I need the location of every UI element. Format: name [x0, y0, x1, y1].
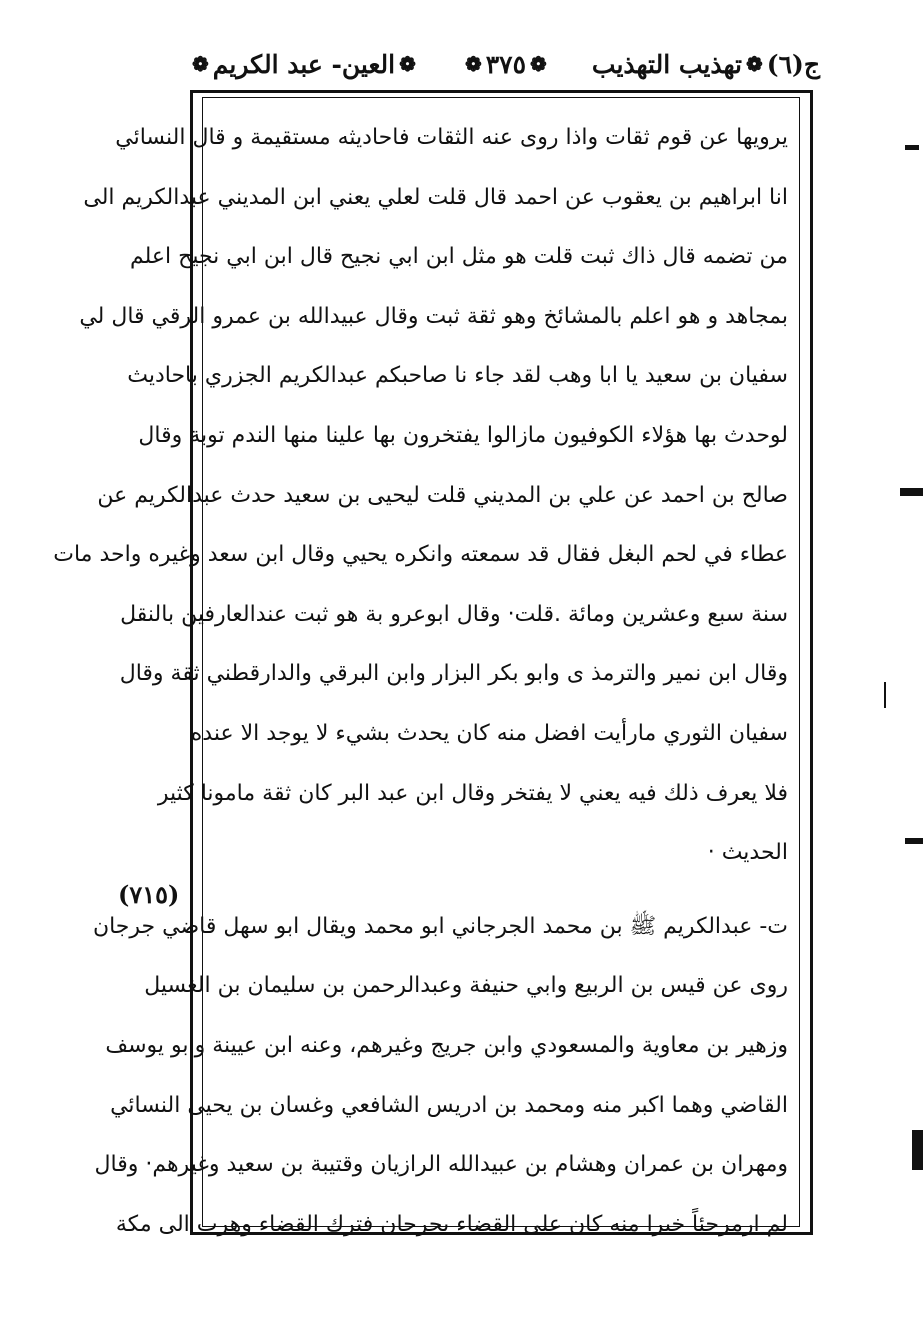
- text-line: من تضمه قال ذاك ثبت قلت هو مثل ابن ابي نجيح قال ابن ابي نجيح اعلم: [129, 244, 788, 270]
- text-line: ومهران بن عمران وهشام بن عبيدالله الرازيان وقتيبة بن سعيد وغيرهم· وقال: [94, 1152, 788, 1178]
- text-line: ت- عبدالكريم ﷺ بن محمد الجرجاني ابو محمد ويقال ابو سهل قاضي جرجان: [92, 913, 788, 939]
- text-line: وزهير بن معاوية والمسعودي وابن جريج وغيرهم، وعنه ابن عيينة وابو يوسف: [105, 1032, 788, 1058]
- scan-mark: [905, 145, 919, 150]
- text-line: لوحدث بها هؤلاء الكوفيون مازالوا يفتخرون بها علينا منها الندم توبة وقال: [138, 422, 788, 448]
- text-line: فلا يعرف ذلك فيه يعني لا يفتخر وقال ابن عبد البر كان ثقة مامونا كثير: [157, 780, 788, 806]
- scan-mark: [905, 838, 923, 844]
- text-line: يرويها عن قوم ثقات واذا روى عنه الثقات فاحاديثه مستقيمة و قال النسائي: [115, 125, 788, 150]
- text-line: سفيان الثوري مارأيت افضل منه كان يحدث بشيء لا يوجد الا عنده: [190, 720, 788, 746]
- book-title: تهذيب التهذيب: [591, 49, 742, 79]
- ornament-icon: ❁: [530, 52, 547, 76]
- ornament-icon: ❁: [464, 52, 482, 76]
- paragraph-2: [92, 907, 788, 1265]
- text-line: سفيان بن سعيد يا ابا وهب لقد جاء نا صاحبكم عبدالكريم الجزري باحاديث: [127, 363, 788, 389]
- text-line: انا ابراهيم بن يعقوب عن احمد قال قلت لعلي يعني ابن المديني عبدالكريم الى: [83, 184, 788, 210]
- text-line: روى عن قيس بن الربيع وابي حنيفة وعبدالرحمن بن سليمان بن الغسيل: [144, 973, 788, 999]
- text-line: لم ارمرجئاً خيرا منه كان على القضاء بجرجان فترك القضاء وهرب الى مكة: [115, 1211, 788, 1237]
- page-header: [188, 40, 820, 88]
- ornament-icon: ❁: [192, 52, 209, 76]
- text-line: عطاء في لحم البغل فقال قد سمعته وانكره يحيي وقال ابن سعد وغيره واحد مات: [53, 542, 788, 568]
- text-line: صالح بن احمد عن علي بن المديني قلت ليحيى بن سعيد حدث عبدالكريم عن: [97, 482, 788, 508]
- header-section-seg: [188, 50, 420, 79]
- scan-mark: [912, 1130, 923, 1170]
- text-line: القاضي وهما اكبر منه ومحمد بن ادريس الشافعي وغسان بن يحيى النسائي: [110, 1092, 788, 1118]
- text-line: وقال ابن نمير والترمذ ى وابو بكر البزار وابن البرقي والدارقطني ثقة وقال: [119, 661, 788, 687]
- volume-label: ج(٦): [766, 49, 820, 79]
- header-page-seg: [461, 50, 551, 79]
- paragraph-1: [53, 118, 788, 893]
- text-line: بمجاهد و هو اعلم بالمشائخ وهو ثقة ثبت وقال عبيدالله بن عمرو الرقي قال لي: [79, 303, 788, 329]
- section-title: العين- عبد الكريم: [212, 49, 396, 79]
- ornament-icon: ❁: [745, 52, 763, 76]
- ornament-icon: ❁: [399, 52, 416, 76]
- page-number: ٣٧٥: [485, 49, 527, 79]
- header-volume-seg: [592, 50, 820, 79]
- scan-mark: [900, 488, 923, 496]
- scan-mark: [884, 682, 886, 708]
- text-line-last: الحديث ·: [707, 840, 788, 866]
- text-line: سنة سبع وعشرين ومائة .قلت· وقال ابوعرو بة هو ثبت عندالعارفين بالنقل: [120, 601, 788, 627]
- entry-number: (٧١٥): [118, 880, 180, 909]
